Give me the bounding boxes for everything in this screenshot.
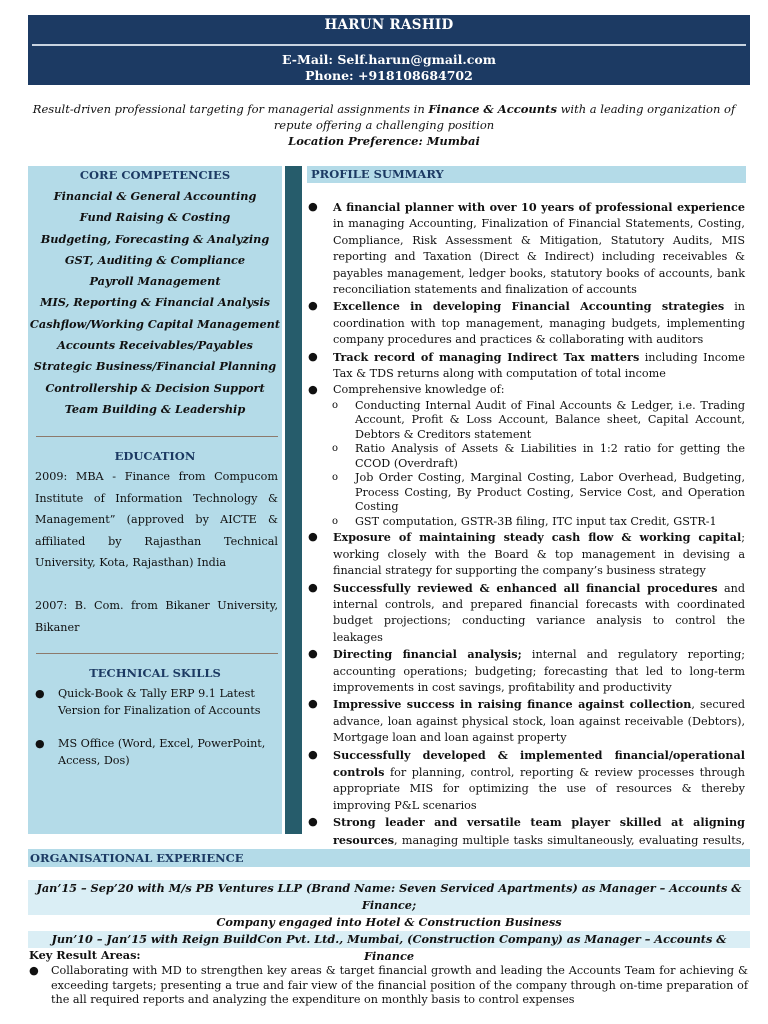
- summary-subitem-text: Job Order Costing, Marginal Costing, Labor Overhead, Budgeting, Process Costing, By Product Costing, Service Cost, and Operation Costing: [355, 471, 745, 514]
- summary-subitem: [307, 442, 745, 471]
- bullet-icon: ●: [35, 737, 45, 750]
- section-divider: [36, 436, 278, 437]
- tech-skill-text: MS Office (Word, Excel, PowerPoint, Access, Dos): [58, 737, 266, 767]
- summary-subitem: [307, 515, 745, 530]
- summary-item-bold: Successfully reviewed & enhanced all financial procedures: [333, 580, 718, 595]
- summary-item: [307, 580, 745, 647]
- summary-item: [307, 199, 745, 298]
- location-preference: Location Preference: Mumbai: [288, 134, 480, 148]
- bullet-icon: ●: [308, 299, 318, 313]
- summary-subitem-text: Ratio Analysis of Assets & Liabilities in 1:2 ratio for getting the CCOD (Overdraft): [355, 442, 745, 470]
- summary-item: [307, 382, 745, 398]
- bullet-icon: ●: [308, 747, 318, 761]
- organisational-experience-heading: ORGANISATIONAL EXPERIENCE: [28, 849, 750, 867]
- bullet-icon: ●: [308, 697, 318, 711]
- summary-item-text: for planning, control, reporting & review processes through appropriate MIS for optimizing the use of resources & thereby improving P&L scenarios: [333, 766, 745, 812]
- contact-email[interactable]: E-Mail: Self.harun@gmail.com: [282, 52, 496, 67]
- summary-item: [307, 747, 745, 815]
- kra-item-text: Collaborating with MD to strengthen key areas & target financial growth and leading the Accounts Team for achieving & exceeding targets; presenting a true and fair view of the financial position of the company through on-time preparation of the all required reports and analyzing the expenditure on monthly basis to control expenses: [51, 964, 748, 1006]
- summary-item: [307, 298, 745, 348]
- summary-item-text: , managing multiple tasks simultaneously, evaluating results,: [394, 833, 745, 847]
- competency-item: Fund Raising & Costing: [79, 210, 231, 225]
- left-sidebar: [28, 166, 282, 834]
- summary-subitem-text: Conducting Internal Audit of Final Accounts & Ledger, i.e. Trading Account, Profit & Loss Account, Balance sheet, Capital Account, Debtors & Creditors statement: [355, 398, 745, 441]
- bullet-icon: ●: [308, 815, 318, 829]
- summary-item-bold: Track record of managing Indirect Tax matters: [333, 349, 640, 364]
- summary-item: [307, 646, 745, 696]
- section-divider: [36, 653, 278, 654]
- competency-item: MIS, Reporting & Financial Analysis: [40, 295, 270, 310]
- key-result-areas-heading: Key Result Areas:: [29, 948, 141, 962]
- bullet-icon: ●: [308, 383, 318, 397]
- summary-item-bold: Successfully developed & implemented financial/operational controls: [333, 747, 745, 780]
- summary-subitem: [307, 471, 745, 515]
- bullet-icon: ●: [308, 647, 318, 661]
- tech-skill-text: Quick-Book & Tally ERP 9.1 Latest Version for Finalization of Accounts: [58, 687, 261, 717]
- profile-summary-list: [307, 199, 745, 866]
- competency-item: Cashflow/Working Capital Management: [29, 316, 281, 331]
- bullet-icon: ●: [29, 964, 39, 977]
- summary-subitem-text: GST computation, GSTR-3B filing, ITC input tax Credit, GSTR-1: [355, 514, 717, 528]
- summary-item: [307, 529, 745, 579]
- summary-item-text: including Income Tax & TDS returns along with computation of total income: [333, 350, 746, 381]
- competency-item: Accounts Receivables/Payables: [57, 338, 253, 353]
- competency-item: Budgeting, Forecasting & Analyzing: [40, 231, 270, 246]
- summary-item-bold: Strong leader and versatile team player skilled at aligning resources: [333, 815, 745, 847]
- job-title-line: Jan’15 – Sep’20 with M/s PB Ventures LLP (Brand Name: Seven Serviced Apartments) as Manager – Accounts & Finance;: [36, 881, 742, 912]
- summary-item-text: in managing Accounting, Finalization of Financial Statements, Costing, Compliance, Risk Assessment & Mitigation, Statutory Audits, MIS reporting and Taxation (Direct & Indirect) including receivables & payables management, ledger books, statutory books of accounts, bank reconciliation statements and finalization of accounts: [333, 217, 745, 297]
- summary-item-bold: Directing financial analysis;: [333, 647, 522, 662]
- summary-item-text: , secured advance, loan against physical stock, loan against receivable (Debtors), Mortgage loan and loan against property: [333, 698, 746, 745]
- competency-item: Payroll Management: [89, 274, 221, 289]
- competency-item: Financial & General Accounting: [53, 189, 257, 203]
- job-company-line: Company engaged into Hotel & Construction Business: [216, 915, 562, 929]
- summary-item-bold: A financial planner with over 10 years of professional experience: [333, 200, 745, 214]
- job-entry-pb-ventures: [28, 880, 750, 929]
- circle-bullet-icon: o: [332, 399, 339, 411]
- header-divider: [32, 44, 746, 46]
- bullet-icon: ●: [308, 530, 318, 544]
- candidate-name: HARUN RASHID: [324, 17, 454, 33]
- core-competencies-heading: CORE COMPETENCIES: [79, 168, 231, 182]
- bullet-icon: ●: [308, 349, 318, 363]
- education-entry-bcom: 2007: B. Com. from Bikaner University, Bikaner: [35, 599, 278, 634]
- competency-item: Controllership & Decision Support: [45, 380, 265, 395]
- education-heading: EDUCATION: [114, 449, 196, 463]
- column-divider-strip: [285, 166, 302, 834]
- bullet-icon: ●: [35, 687, 45, 700]
- summary-item: [307, 349, 745, 383]
- summary-item: [307, 696, 745, 746]
- bullet-icon: ●: [308, 200, 318, 213]
- technical-skills-heading: TECHNICAL SKILLS: [89, 666, 221, 680]
- contact-phone[interactable]: Phone: +918108684702: [305, 68, 473, 83]
- summary-subitem: [307, 399, 745, 443]
- summary-item-text: in coordination with top management, managing budgets, implementing company procedures and practices & collaborating with auditors: [333, 300, 745, 347]
- objective-text-1: Result-driven professional targeting for managerial assignments in: [32, 102, 429, 116]
- summary-item-text: ; working closely with the Board & top management in devising a financial strategy for supporting the company’s business strategy: [333, 531, 745, 578]
- objective-text-2: with a leading organization of repute offering a challenging position: [273, 102, 736, 132]
- summary-item-bold: Impressive success in raising finance against collection: [333, 697, 692, 712]
- summary-item-bold: Exposure of maintaining steady cash flow & working capital: [333, 530, 742, 545]
- circle-bullet-icon: o: [332, 443, 339, 455]
- profile-summary-heading: PROFILE SUMMARY: [307, 166, 746, 183]
- bullet-icon: ●: [308, 580, 318, 594]
- competency-item: Team Building & Leadership: [64, 401, 246, 416]
- education-entry-mba: 2009: MBA - Finance from Compucom Institute of Information Technology & Management” (approved by AICTE & affiliated by Rajasthan Technical University, Kota, Rajasthan) India: [35, 470, 278, 569]
- summary-item-text: internal and regulatory reporting; accounting operations; budgeting; forecasting that led to long-term improvements in cost savings, profitability and productivity: [333, 648, 745, 695]
- summary-item-text: and internal controls, and prepared financial forecasts with coordinated budget projections; conducting variance analysis to control the leakages: [333, 581, 745, 644]
- competency-item: GST, Auditing & Compliance: [64, 252, 246, 267]
- job-entry-reign-buildcon: Jun’10 – Jan’15 with Reign BuildCon Pvt. Ltd., Mumbai, (Construction Company) as Manager – Accounts & Finance: [28, 931, 750, 948]
- objective-highlight: Finance & Accounts: [428, 102, 557, 116]
- circle-bullet-icon: o: [332, 472, 339, 484]
- summary-item-text: Comprehensive knowledge of:: [333, 383, 505, 397]
- objective-statement: [20, 101, 748, 133]
- summary-item-bold: Excellence in developing Financial Accounting strategies: [333, 299, 725, 314]
- kra-item: [29, 964, 748, 1008]
- resume-header: [28, 15, 750, 85]
- circle-bullet-icon: o: [332, 515, 339, 527]
- competency-list: [28, 186, 282, 420]
- competency-item: Strategic Business/Financial Planning: [33, 359, 277, 374]
